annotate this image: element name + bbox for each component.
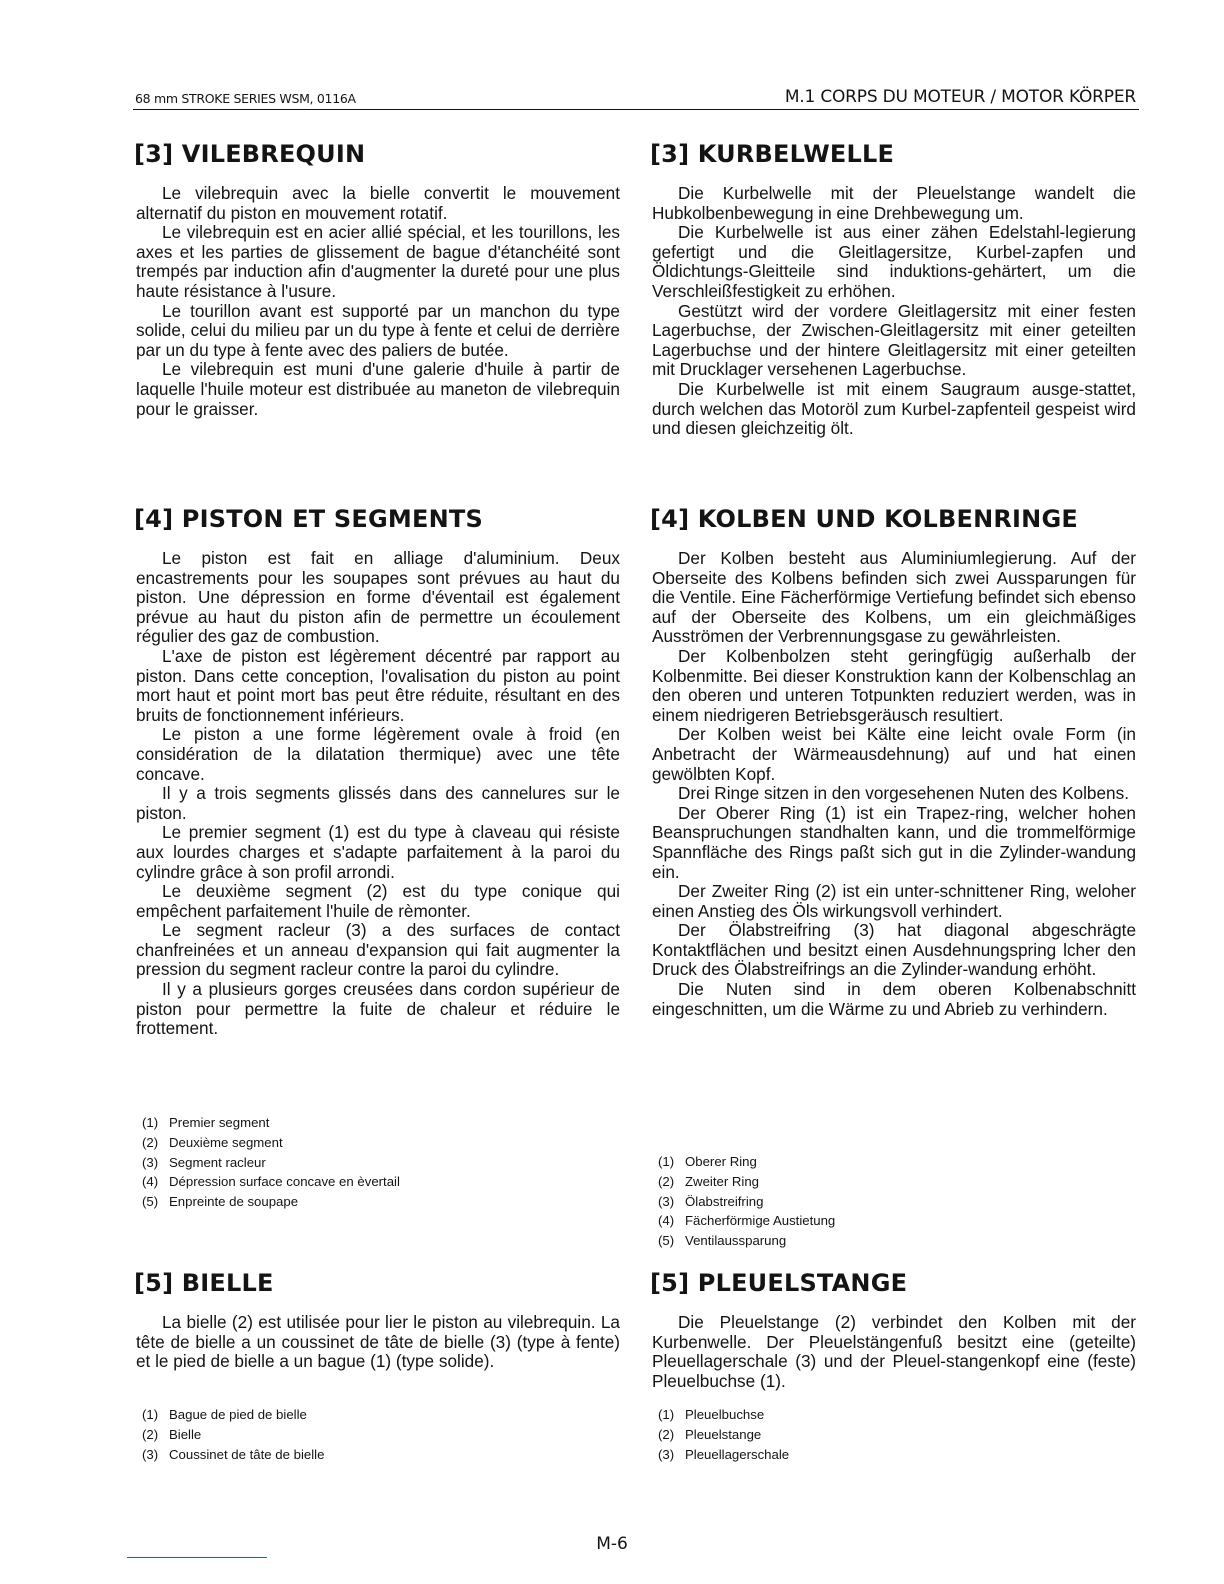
de-section4-body	[652, 549, 1136, 1019]
de-section4-legend	[658, 1152, 835, 1251]
footer-link-underline	[127, 1557, 267, 1558]
paragraph: Die Kurbelwelle mit der Pleuelstange wandelt die Hubkolbenbewegung in eine Drehbewegung um.	[652, 183, 1136, 223]
legend-item: (4) Fächerförmige Austietung	[658, 1213, 836, 1229]
legend-item: (3) Segment racleur	[142, 1154, 266, 1170]
paragraph: Le piston a une forme légèrement ovale à froid (en considération de la dilatation thermique) avec une tête concave.	[136, 724, 620, 784]
paragraph: Le segment racleur (3) a des surfaces de contact chanfreinées et un anneau d'expansion qui fait augmenter la pression du segment racleur contre la paroi du cylindre.	[136, 920, 620, 980]
fr-section5-legend	[142, 1405, 324, 1464]
legend-item: (5) Ventilaussparung	[658, 1233, 787, 1249]
de-section3-title: [3] KURBELWELLE	[650, 140, 895, 168]
legend-item: (2) Zweiter Ring	[658, 1173, 760, 1189]
legend-item: (1) Pleuelbuchse	[658, 1407, 765, 1422]
paragraph: Der Ölabstreifring (3) hat diagonal abgeschrägte Kontaktflächen und besitzt einen Ausdehnungspring lcher den Druck des Ölabstreifrings an die Zylinder-wandung erhöht.	[652, 920, 1136, 980]
paragraph: La bielle (2) est utilisée pour lier le piston au vilebrequin. La tête de bielle a un coussinet de tâte de bielle (3) (type à fente) et le pied de bielle a un bague (1) (type solide).	[136, 1312, 620, 1372]
de-section5-legend	[658, 1405, 789, 1464]
paragraph: Le deuxième segment (2) est du type conique qui empêchent parfaitement l'huile de rèmonter.	[136, 881, 620, 921]
paragraph: Die Kurbelwelle ist mit einem Saugraum ausge-stattet, durch welchen das Motoröl zum Kurbel-zapfenteil gespeist wird und diesen gleichzeitig ölt.	[652, 378, 1136, 439]
legend-item: (3) Pleuellagerschale	[658, 1446, 790, 1462]
legend-item: (3) Ölabstreifring	[658, 1193, 764, 1209]
fr-section4-title: [4] PISTON ET SEGMENTS	[134, 505, 483, 533]
paragraph: Der Kolbenbolzen steht geringfügig außerhalb der Kolbenmitte. Bei dieser Konstruktion kann der Kolbenschlag an den oberen und unteren Totpunkten reduziert werden, was in einem niedrigeren Betriebsgeräusch resultiert.	[652, 645, 1136, 725]
legend-item: (1) Oberer Ring	[658, 1154, 757, 1169]
paragraph: Der Zweiter Ring (2) ist ein unter-schnittener Ring, weloher einen Anstieg des Öls wirkungsvoll verhindert.	[652, 881, 1136, 921]
paragraph: Le vilebrequin avec la bielle convertit le mouvement alternatif du piston en mouvement rotatif.	[136, 183, 620, 223]
legend-item: (2) Pleuelstange	[658, 1426, 762, 1442]
de-section3-body	[652, 184, 1136, 439]
legend-item: (2) Bielle	[142, 1426, 202, 1442]
paragraph: Der Kolben weist bei Kälte eine leicht ovale Form (in Anbetracht der Wärmeausdehnung) auf und hat einen gewölbten Kopf.	[652, 724, 1136, 784]
paragraph: Der Kolben besteht aus Aluminiumlegierung. Auf der Oberseite des Kolbens befinden sich zwei Aussparungen für die Ventile. Eine Fächerförmige Vertiefung befindet sich ebenso auf der Oberseite des Kolbens, um ein gleichmäßiges Ausströmen der Verbrennungsgase zu gewährleisten.	[652, 548, 1136, 647]
paragraph: L'axe de piston est légèrement décentré par rapport au piston. Dans cette conception, l'ovalisation du piston au point mort haut et point mort bas peut être réduite, résultant en des bruits de fonctionnement inférieurs.	[136, 645, 620, 725]
legend-item: (3) Coussinet de tâte de bielle	[142, 1446, 325, 1462]
legend-item: (1) Premier segment	[142, 1115, 270, 1130]
document-header-left: 68 mm STROKE SERIES WSM, 0116A	[135, 91, 356, 106]
paragraph: Le premier segment (1) est du type à claveau qui résiste aux lourdes charges et s'adapte parfaitement à la paroi du cylindre grâce à son profil arrondi.	[136, 822, 620, 882]
fr-section4-legend	[142, 1113, 400, 1212]
fr-section3-title: [3] VILEBREQUIN	[134, 140, 366, 168]
fr-section4-body	[136, 549, 620, 1039]
legend-item: (2) Deuxième segment	[142, 1134, 283, 1150]
paragraph: Die Kurbelwelle ist aus einer zähen Edelstahl-legierung gefertigt und die Gleitlagersitze, Kurbel-zapfen und Öldichtungs-Gleitteile sind induktions-gehärtert, um die Verschleißfestigkeit zu erhöhen.	[652, 222, 1136, 301]
paragraph: Die Pleuelstange (2) verbindet den Kolben mit der Kurbenwelle. Der Pleuelstängenfuß besitzt eine (geteilte) Pleuellagerschale (3) und der Pleuel-stangenkopf eine (feste) Pleuelbuchse (1).	[652, 1312, 1136, 1391]
page-number: M-6	[596, 1534, 628, 1554]
de-section5-body	[652, 1313, 1136, 1391]
fr-section5-body	[136, 1313, 620, 1372]
paragraph: Il y a plusieurs gorges creusées dans cordon supérieur de piston pour permettre la fuite de chaleur et réduire le frottement.	[136, 979, 620, 1039]
paragraph: Le vilebrequin est muni d'une galerie d'huile à partir de laquelle l'huile moteur est distribuée au maneton de vilebrequin pour le graisser.	[136, 359, 620, 419]
paragraph: Le piston est fait en alliage d'aluminium. Deux encastrements pour les soupapes sont prévues au haut du piston. Une dépression en forme d'éventail est également prévue au haut du piston afin de permettre un écoulement régulier des gaz de combustion.	[136, 548, 620, 647]
paragraph: Il y a trois segments glissés dans des cannelures sur le piston.	[136, 783, 620, 823]
paragraph: Die Nuten sind in dem oberen Kolbenabschnitt eingeschnitten, um die Wärme zu und Abrieb zu verhindern.	[652, 979, 1136, 1019]
paragraph: Gestützt wird der vordere Gleitlagersitz mit einer festen Lagerbuchse, der Zwischen-Gleitlagersitz mit einer geteilten Lagerbuchse und der hintere Gleitlagersitz mit einer geteilten mit Drucklager versehenen Lagerbuchse.	[652, 300, 1136, 380]
fr-section5-title: [5] BIELLE	[134, 1269, 274, 1297]
paragraph: Der Oberer Ring (1) ist ein Trapez-ring, welcher hohen Beanspruchungen standhalten kann, und die trommelförmige Spannfläche des Rings paßt sich gut in die Zylinder-wandung ein.	[652, 802, 1136, 882]
fr-section3-body	[136, 184, 620, 419]
legend-item: (1) Bague de pied de bielle	[142, 1407, 307, 1422]
paragraph: Drei Ringe sitzen in den vorgesehenen Nuten des Kolbens.	[678, 783, 1129, 804]
paragraph: Le tourillon avant est supporté par un manchon du type solide, celui du milieu par un du type à fente et celui de derrière par un du type à fente avec des paliers de butée.	[136, 300, 620, 360]
legend-item: (4) Dépression surface concave en èvertail	[142, 1174, 400, 1190]
document-header-right: M.1 CORPS DU MOTEUR / MOTOR KÖRPER	[784, 87, 1136, 107]
paragraph: Le vilebrequin est en acier allié spécial, et les tourillons, les axes et les parties de glissement de bague d'étanchéité sont trempés par induction afin d'augmenter la dureté pour une plus haute résistance à l'usure.	[136, 222, 620, 301]
legend-item: (5) Enpreinte de soupape	[142, 1194, 299, 1210]
header-rule	[133, 109, 1139, 110]
de-section4-title: [4] KOLBEN UND KOLBENRINGE	[650, 505, 1078, 533]
de-section5-title: [5] PLEUELSTANGE	[650, 1269, 908, 1297]
